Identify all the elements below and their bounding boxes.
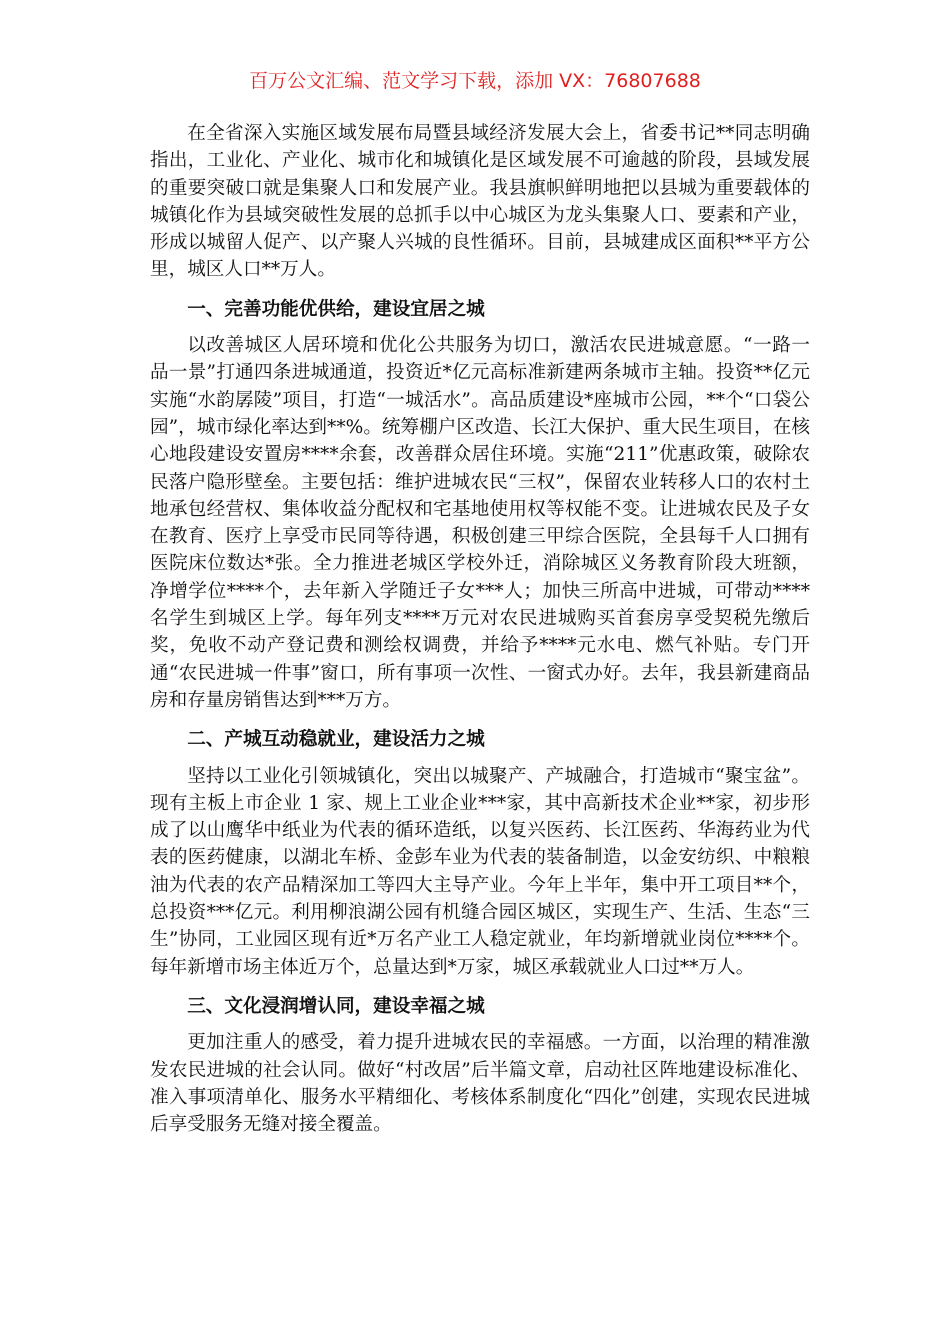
document-body [150, 120, 810, 1138]
section-heading-3: 三、文化浸润增认同，建设幸福之城 [187, 995, 485, 1017]
section-heading-1: 一、完善功能优供给，建设宜居之城 [187, 298, 485, 320]
watermark-banner: 百万公文汇编、范文学习下载，添加 VX：76807688 [249, 70, 701, 92]
intro-paragraph: 在全省深入实施区域发展布局暨县域经济发展大会上，省委书记**同志明确指出，工业化、产业化、城市化和城镇化是区域发展不可逾越的阶段，县域发展的重要突破口就是集聚人口和发展产业。我县旗帜鲜明地把以县城为重要载体的城镇化作为县域突破性发展的总抓手以中心城区为龙头集聚人口、要素和产业，形成以城留人促产、以产聚人兴城的良性循环。目前，县城建成区面积**平方公里，城区人口**万人。 [150, 123, 810, 281]
section-body-3: 更加注重人的感受，着力提升进城农民的幸福感。一方面，以治理的精准激发农民进城的社会认同。做好“村改居”后半篇文章，启动社区阵地建设标准化、准入事项清单化、服务水平精细化、考核体系制度化“四化”创建，实现农民进城后享受服务无缝对接全覆盖。 [150, 1032, 810, 1136]
section-heading-2: 二、产城互动稳就业，建设活力之城 [187, 729, 485, 751]
section-body-2: 坚持以工业化引领城镇化，突出以城聚产、产城融合，打造城市“聚宝盆”。现有主板上市企业 1 家、规上工业企业***家，其中高新技术企业**家，初步形成了以山鹰华中纸业为代表的循环造纸，以复兴医药、长江医药、华海药业为代表的医药健康，以湖北车桥、金彭车业为代表的装备制造，以金安纺织、中粮粮油为代表的农产品精深加工等四大主导产业。今年上半年，集中开工项目**个，总投资***亿元。利用柳浪湖公园有机缝合园区城区，实现生产、生活、生态“三生”协同，工业园区现有近*万名产业工人稳定就业，年均新增就业岗位****个。每年新增市场主体近万个，总量达到*万家，城区承载就业人口过**万人。 [150, 765, 810, 978]
section-body-1: 以改善城区人居环境和优化公共服务为切口，激活农民进城意愿。“一路一品一景”打通四条进城通道，投资近*亿元高标准新建两条城市主轴。投资**亿元实施“水韵孱陵”项目，打造“一城活水”。高品质建设*座城市公园，**个“口袋公园”，城市绿化率达到**%。统筹棚户区改造、长江大保护、重大民生项目，在核心地段建设安置房****余套，改善群众居住环境。实施“211”优惠政策，破除农民落户隐形壁垒。主要包括：维护进城农民“三权”，保留农业转移人口的农村土地承包经营权、集体收益分配权和宅基地使用权等权能不变。让进城农民及子女在教育、医疗上享受市民同等待遇，积极创建三甲综合医院，全县每千人口拥有医院床位数达*张。全力推进老城区学校外迁，消除城区义务教育阶段大班额，净增学位****个，去年新入学随迁子女***人；加快三所高中进城，可带动****名学生到城区上学。每年列支****万元对农民进城购买首套房享受契税先缴后奖，免收不动产登记费和测绘权调费，并给予****元水电、燃气补贴。专门开通“农民进城一件事”窗口，所有事项一次性、一窗式办好。去年，我县新建商品房和存量房销售达到***万方。 [150, 335, 810, 711]
